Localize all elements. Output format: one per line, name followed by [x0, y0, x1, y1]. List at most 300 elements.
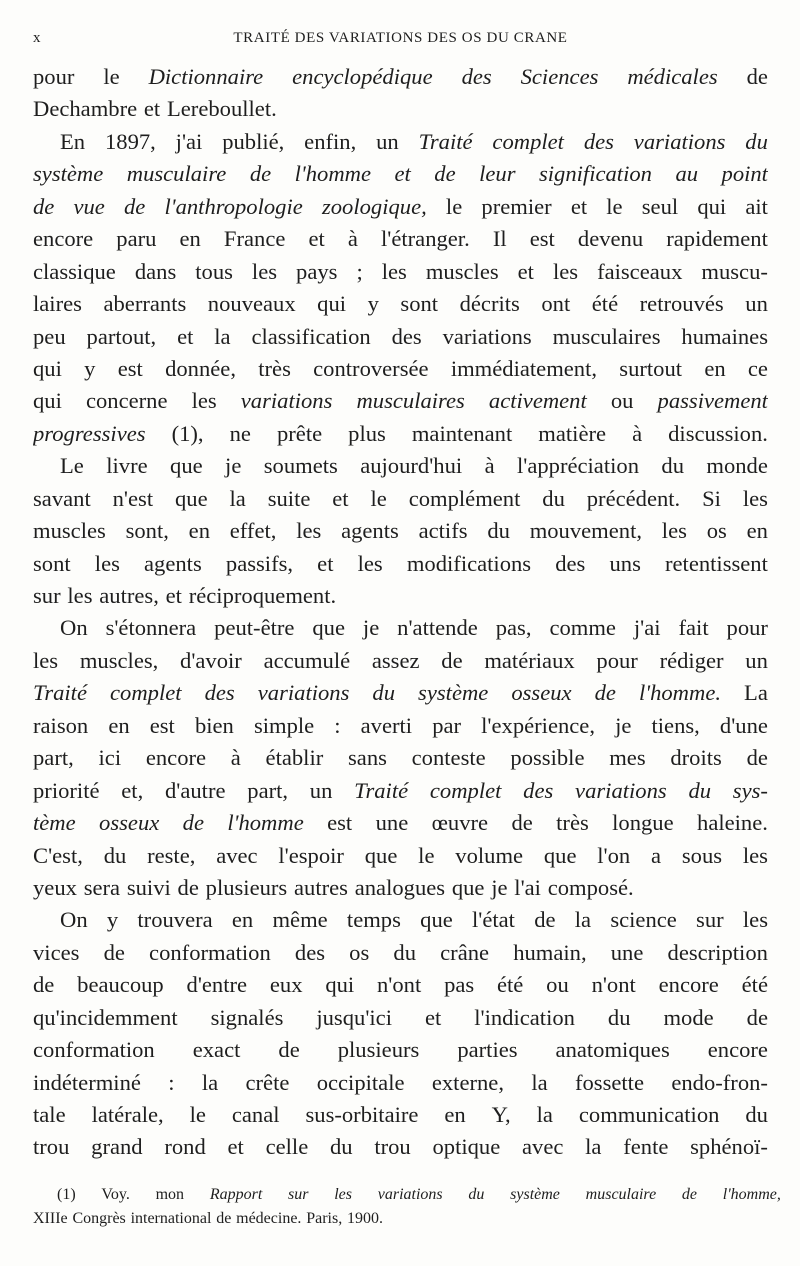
word: et, [121, 777, 144, 803]
word: autres [294, 874, 348, 900]
word: les [381, 258, 407, 284]
word: est [149, 712, 175, 738]
word: variations [240, 388, 333, 414]
word: pour [596, 647, 638, 673]
word: du [607, 1004, 631, 1030]
word: œuvre [431, 810, 489, 836]
text-line [33, 324, 768, 356]
word: assez [371, 647, 420, 673]
word: que [364, 842, 398, 868]
word: rapidement [666, 226, 768, 252]
text-line [33, 972, 768, 1004]
word: de [746, 745, 768, 771]
word: l'homme [294, 161, 371, 187]
word: 1900. [347, 1210, 384, 1227]
word: que [420, 907, 453, 933]
word: ait [745, 193, 768, 219]
word: La [744, 680, 768, 706]
word: l'indication [474, 1004, 575, 1030]
word: composé. [547, 874, 634, 900]
word: communication [578, 1102, 720, 1127]
word: progressives [33, 420, 146, 446]
word: reste, [147, 842, 196, 868]
word: beaucoup [77, 972, 164, 998]
word: complément [408, 485, 521, 511]
word: l'homme, [722, 1186, 781, 1203]
word: en [704, 355, 726, 381]
word: trou [374, 1134, 411, 1160]
text-line [33, 96, 768, 128]
word: les [67, 583, 93, 608]
word: l'homme. [638, 680, 721, 706]
word: l'on [597, 842, 631, 868]
word: qui [33, 355, 62, 381]
word: par [432, 712, 462, 738]
word: retrouvés [639, 291, 724, 317]
word: en [188, 518, 210, 544]
word: sont, [125, 518, 169, 544]
word: été [497, 972, 524, 998]
word: la [536, 1102, 553, 1127]
word: science [610, 907, 677, 933]
word: qui [33, 388, 62, 414]
word: est [529, 226, 555, 252]
word: de [746, 1004, 768, 1030]
word: haleine. [697, 810, 768, 836]
word: l'ai [514, 874, 541, 900]
word: d'entre [186, 972, 248, 998]
word: complet [492, 128, 564, 154]
word: nouveaux [207, 291, 296, 317]
word: ou [610, 388, 634, 414]
word: les [357, 550, 383, 576]
word: Lereboullet. [166, 96, 277, 122]
word: Le [60, 453, 84, 479]
word: surtout [619, 355, 683, 381]
word: en [108, 712, 130, 738]
word: France [223, 226, 286, 252]
word: l'état [472, 907, 515, 933]
text-line [33, 940, 768, 972]
word: discussion. [668, 420, 768, 446]
word: n'ont [377, 972, 422, 998]
word: mon [155, 1186, 185, 1203]
word: des [204, 680, 235, 706]
word: je [362, 615, 380, 641]
word: un [745, 291, 768, 317]
word: du [745, 128, 768, 154]
word: d'avoir [180, 647, 242, 673]
word: et [177, 323, 194, 349]
word: les [33, 647, 59, 673]
word: un [376, 128, 399, 154]
word: que [174, 485, 208, 511]
word: volume [455, 842, 524, 868]
word: osseux [511, 680, 572, 706]
word: Dictionnaire [148, 64, 264, 89]
word: une [375, 810, 409, 836]
word: et [227, 1134, 244, 1160]
word: actifs [418, 518, 468, 544]
word: conformation [149, 939, 271, 965]
word: mode [663, 1004, 714, 1030]
word: et [517, 258, 534, 284]
text-line [33, 486, 768, 518]
word: pas, [495, 615, 532, 641]
word: matériaux [484, 647, 575, 673]
word: ne [229, 420, 251, 446]
word: y [367, 291, 379, 317]
word: des [555, 550, 586, 576]
word: précédent. [586, 485, 681, 511]
word: osseux [99, 810, 160, 836]
word: du [468, 1186, 485, 1203]
word: rédiger [659, 647, 724, 673]
footnote-line [33, 1210, 781, 1234]
word: l'étranger. [380, 226, 470, 252]
word: un [309, 777, 333, 803]
text-line [33, 615, 768, 647]
word: de [216, 1210, 232, 1227]
word: Traité [354, 777, 409, 803]
word: Rapport [209, 1186, 263, 1203]
word: en [179, 226, 201, 252]
word: un [745, 647, 768, 673]
text-line [33, 64, 768, 96]
word: les [661, 518, 687, 544]
word: fente [623, 1134, 669, 1160]
word: savant [33, 485, 91, 511]
word: la [229, 485, 246, 511]
page-number: x [33, 30, 42, 46]
word: je [615, 712, 632, 738]
word: au [675, 161, 699, 187]
word: et [317, 550, 334, 576]
word: enfin, [304, 128, 357, 154]
word: les [334, 1186, 352, 1203]
word: n'ont [591, 972, 636, 998]
word: classique [33, 258, 116, 284]
word: Congrès [72, 1210, 126, 1227]
word: On [60, 907, 88, 933]
word: C'est, [33, 842, 83, 868]
word: dans [134, 258, 177, 284]
word: ici [98, 745, 122, 771]
word: d'autre [164, 777, 226, 803]
word: l'anthropologie [164, 193, 303, 219]
word: de [278, 1037, 300, 1063]
word: système [510, 1186, 560, 1203]
word: et [308, 226, 325, 252]
word: XIIIe [33, 1210, 68, 1227]
word: y [84, 355, 96, 381]
word: en [444, 1102, 466, 1127]
word: que [543, 842, 577, 868]
word: du [103, 842, 127, 868]
text-line [33, 518, 768, 550]
word: des [294, 939, 326, 965]
word: été [591, 291, 619, 317]
word: (1) [57, 1186, 76, 1203]
word: mes [609, 745, 646, 771]
word: l'expérience, [481, 712, 595, 738]
word: : [334, 712, 341, 738]
word: activement [488, 388, 587, 414]
word: Si [702, 485, 721, 511]
word: ont [541, 291, 571, 317]
word: passivement [657, 388, 768, 414]
word: sera [83, 874, 121, 900]
word: en [231, 907, 254, 933]
word: controversée [313, 355, 429, 381]
word: donnée, [165, 355, 236, 381]
word: (1), [171, 420, 204, 446]
text-line [33, 745, 768, 777]
word: des [523, 777, 554, 803]
word: vices [33, 939, 80, 965]
word: retentissent [664, 550, 768, 576]
word: s'étonnera [105, 615, 197, 641]
word: variations [377, 1186, 443, 1203]
word: vue [73, 193, 105, 219]
word: et [165, 583, 182, 608]
word: trou [33, 1134, 70, 1160]
word: a [651, 842, 662, 868]
word: sur [288, 1186, 309, 1203]
word: Paris, [306, 1210, 343, 1227]
word: seul [641, 193, 679, 219]
word: exact [192, 1037, 241, 1063]
page-header [33, 30, 768, 50]
word: tale [33, 1102, 66, 1127]
text-line [33, 843, 768, 875]
word: la [201, 1069, 219, 1095]
word: celle [265, 1134, 309, 1160]
word: publié, [222, 128, 285, 154]
word: l'homme [227, 810, 304, 836]
word: Y, [491, 1102, 511, 1127]
word: le [418, 842, 435, 868]
word: de [103, 939, 125, 965]
word: tous [195, 258, 233, 284]
word: os [349, 939, 370, 965]
text-line [33, 161, 768, 193]
word: de [511, 810, 533, 836]
word: muscles [425, 258, 499, 284]
word: signification [538, 161, 652, 187]
word: complet [429, 777, 502, 803]
word: priorité [33, 777, 100, 803]
word: système [418, 680, 489, 706]
word: paru [116, 226, 157, 252]
word: des [461, 64, 492, 89]
word: de [249, 161, 272, 187]
word: des [391, 323, 422, 349]
word: agents [144, 550, 202, 576]
word: les [251, 258, 278, 284]
word: trouvera [137, 907, 213, 933]
word: muscu- [701, 258, 768, 284]
word: maintenant [411, 420, 513, 446]
word: variations [575, 777, 667, 803]
word: rond [164, 1134, 206, 1160]
word: du [487, 518, 510, 544]
word: j'ai [633, 615, 661, 641]
word: très [556, 810, 589, 836]
word: avec [216, 842, 258, 868]
text-line [33, 291, 768, 323]
word: effet, [229, 518, 277, 544]
word: point [721, 161, 768, 187]
word: Voy. [101, 1186, 130, 1203]
word: de [441, 647, 463, 673]
word: pour [726, 615, 768, 641]
word: crête [245, 1069, 290, 1095]
word: matière [538, 420, 607, 446]
running-title: TRAITÉ DES VARIATIONS DES OS DU CRANE [233, 30, 568, 46]
word: de [434, 161, 456, 187]
word: qu'incidemment [33, 1004, 178, 1030]
word: est [117, 355, 143, 381]
word: simple [253, 712, 315, 738]
word: fait [678, 615, 709, 641]
word: variations [257, 680, 350, 706]
word: du [393, 939, 416, 965]
word: 1897, [104, 128, 156, 154]
word: l'appréciation [516, 453, 639, 479]
text-line [33, 551, 768, 583]
word: du [688, 777, 712, 803]
text-line [33, 226, 768, 258]
word: de [177, 874, 199, 900]
word: de [746, 64, 768, 89]
word: encore [145, 745, 207, 771]
word: médecine. [236, 1210, 302, 1227]
word: droits [670, 745, 722, 771]
word: immédiatement, [450, 355, 598, 381]
word: la [531, 1069, 548, 1095]
word: d'une [719, 712, 768, 738]
word: est [327, 810, 353, 836]
word: décrits [459, 291, 520, 317]
word: très [258, 355, 291, 381]
word: en [746, 518, 768, 544]
word: signalés [210, 1004, 284, 1030]
word: à [632, 420, 643, 446]
word: ou [546, 972, 569, 998]
word: peut-être [214, 615, 295, 641]
word: humain, [513, 939, 587, 965]
word: je [491, 874, 508, 900]
word: passifs, [225, 550, 294, 576]
main-text [33, 64, 768, 1167]
word: agents [341, 518, 399, 544]
word: de [33, 193, 55, 219]
word: encyclopédique [292, 64, 433, 89]
word: de [182, 810, 204, 836]
word: Traité [418, 128, 473, 154]
word: classification [251, 323, 371, 349]
word: réciproquement. [188, 583, 337, 608]
word: du [372, 680, 396, 706]
word: plus [348, 420, 386, 446]
footnote-block [33, 1186, 781, 1234]
text-line [33, 680, 768, 712]
word: part, [247, 777, 289, 803]
word: qui [325, 972, 355, 998]
word: variations [633, 128, 726, 154]
word: et [570, 193, 588, 219]
word: autres, [99, 583, 159, 608]
word: et [424, 1004, 442, 1030]
text-line [33, 1134, 768, 1166]
text-line [33, 453, 768, 485]
word: sur [33, 583, 61, 608]
word: tiens, [651, 712, 700, 738]
word: de [124, 193, 146, 219]
word: optique [432, 1134, 501, 1160]
word: y [106, 907, 119, 933]
word: partout, [86, 323, 157, 349]
word: musculaires [356, 388, 465, 414]
word: j'ai [175, 128, 203, 154]
word: encore [33, 226, 94, 252]
word: les [191, 388, 217, 414]
word: aujourd'hui [360, 453, 463, 479]
text-line [33, 583, 768, 615]
word: les [742, 842, 768, 868]
word: muscles [33, 518, 106, 544]
word: n'est [112, 485, 154, 511]
word: établir [265, 745, 324, 771]
word: fossette [574, 1069, 644, 1095]
word: la [585, 1134, 602, 1160]
word: du [661, 453, 684, 479]
word: devenu [577, 226, 644, 252]
word: Sciences [520, 64, 599, 89]
text-line [33, 648, 768, 680]
word: variations [442, 323, 532, 349]
text-line [33, 1037, 768, 1069]
word: suite [267, 485, 311, 511]
word: On [60, 615, 88, 641]
word: muscles, [79, 647, 159, 673]
word: accumulé [263, 647, 351, 673]
word: comme [549, 615, 616, 641]
text-line [33, 194, 768, 226]
word: uns [609, 550, 641, 576]
word: je [225, 453, 242, 479]
word: peu [33, 323, 66, 349]
word: longue [612, 810, 674, 836]
text-line [33, 875, 768, 907]
word: leur [479, 161, 516, 187]
word: les [296, 518, 322, 544]
word: modifications [406, 550, 532, 576]
text-line [33, 778, 768, 810]
word: musculaire [585, 1186, 657, 1203]
word: monde [706, 453, 768, 479]
word: que [451, 874, 485, 900]
word: sont [400, 291, 439, 317]
word: zoologique, [321, 193, 427, 219]
word: description [667, 939, 768, 965]
word: à [484, 453, 495, 479]
word: complet [110, 680, 182, 706]
text-line [33, 259, 768, 291]
text-line [33, 356, 768, 388]
word: été [741, 972, 768, 998]
